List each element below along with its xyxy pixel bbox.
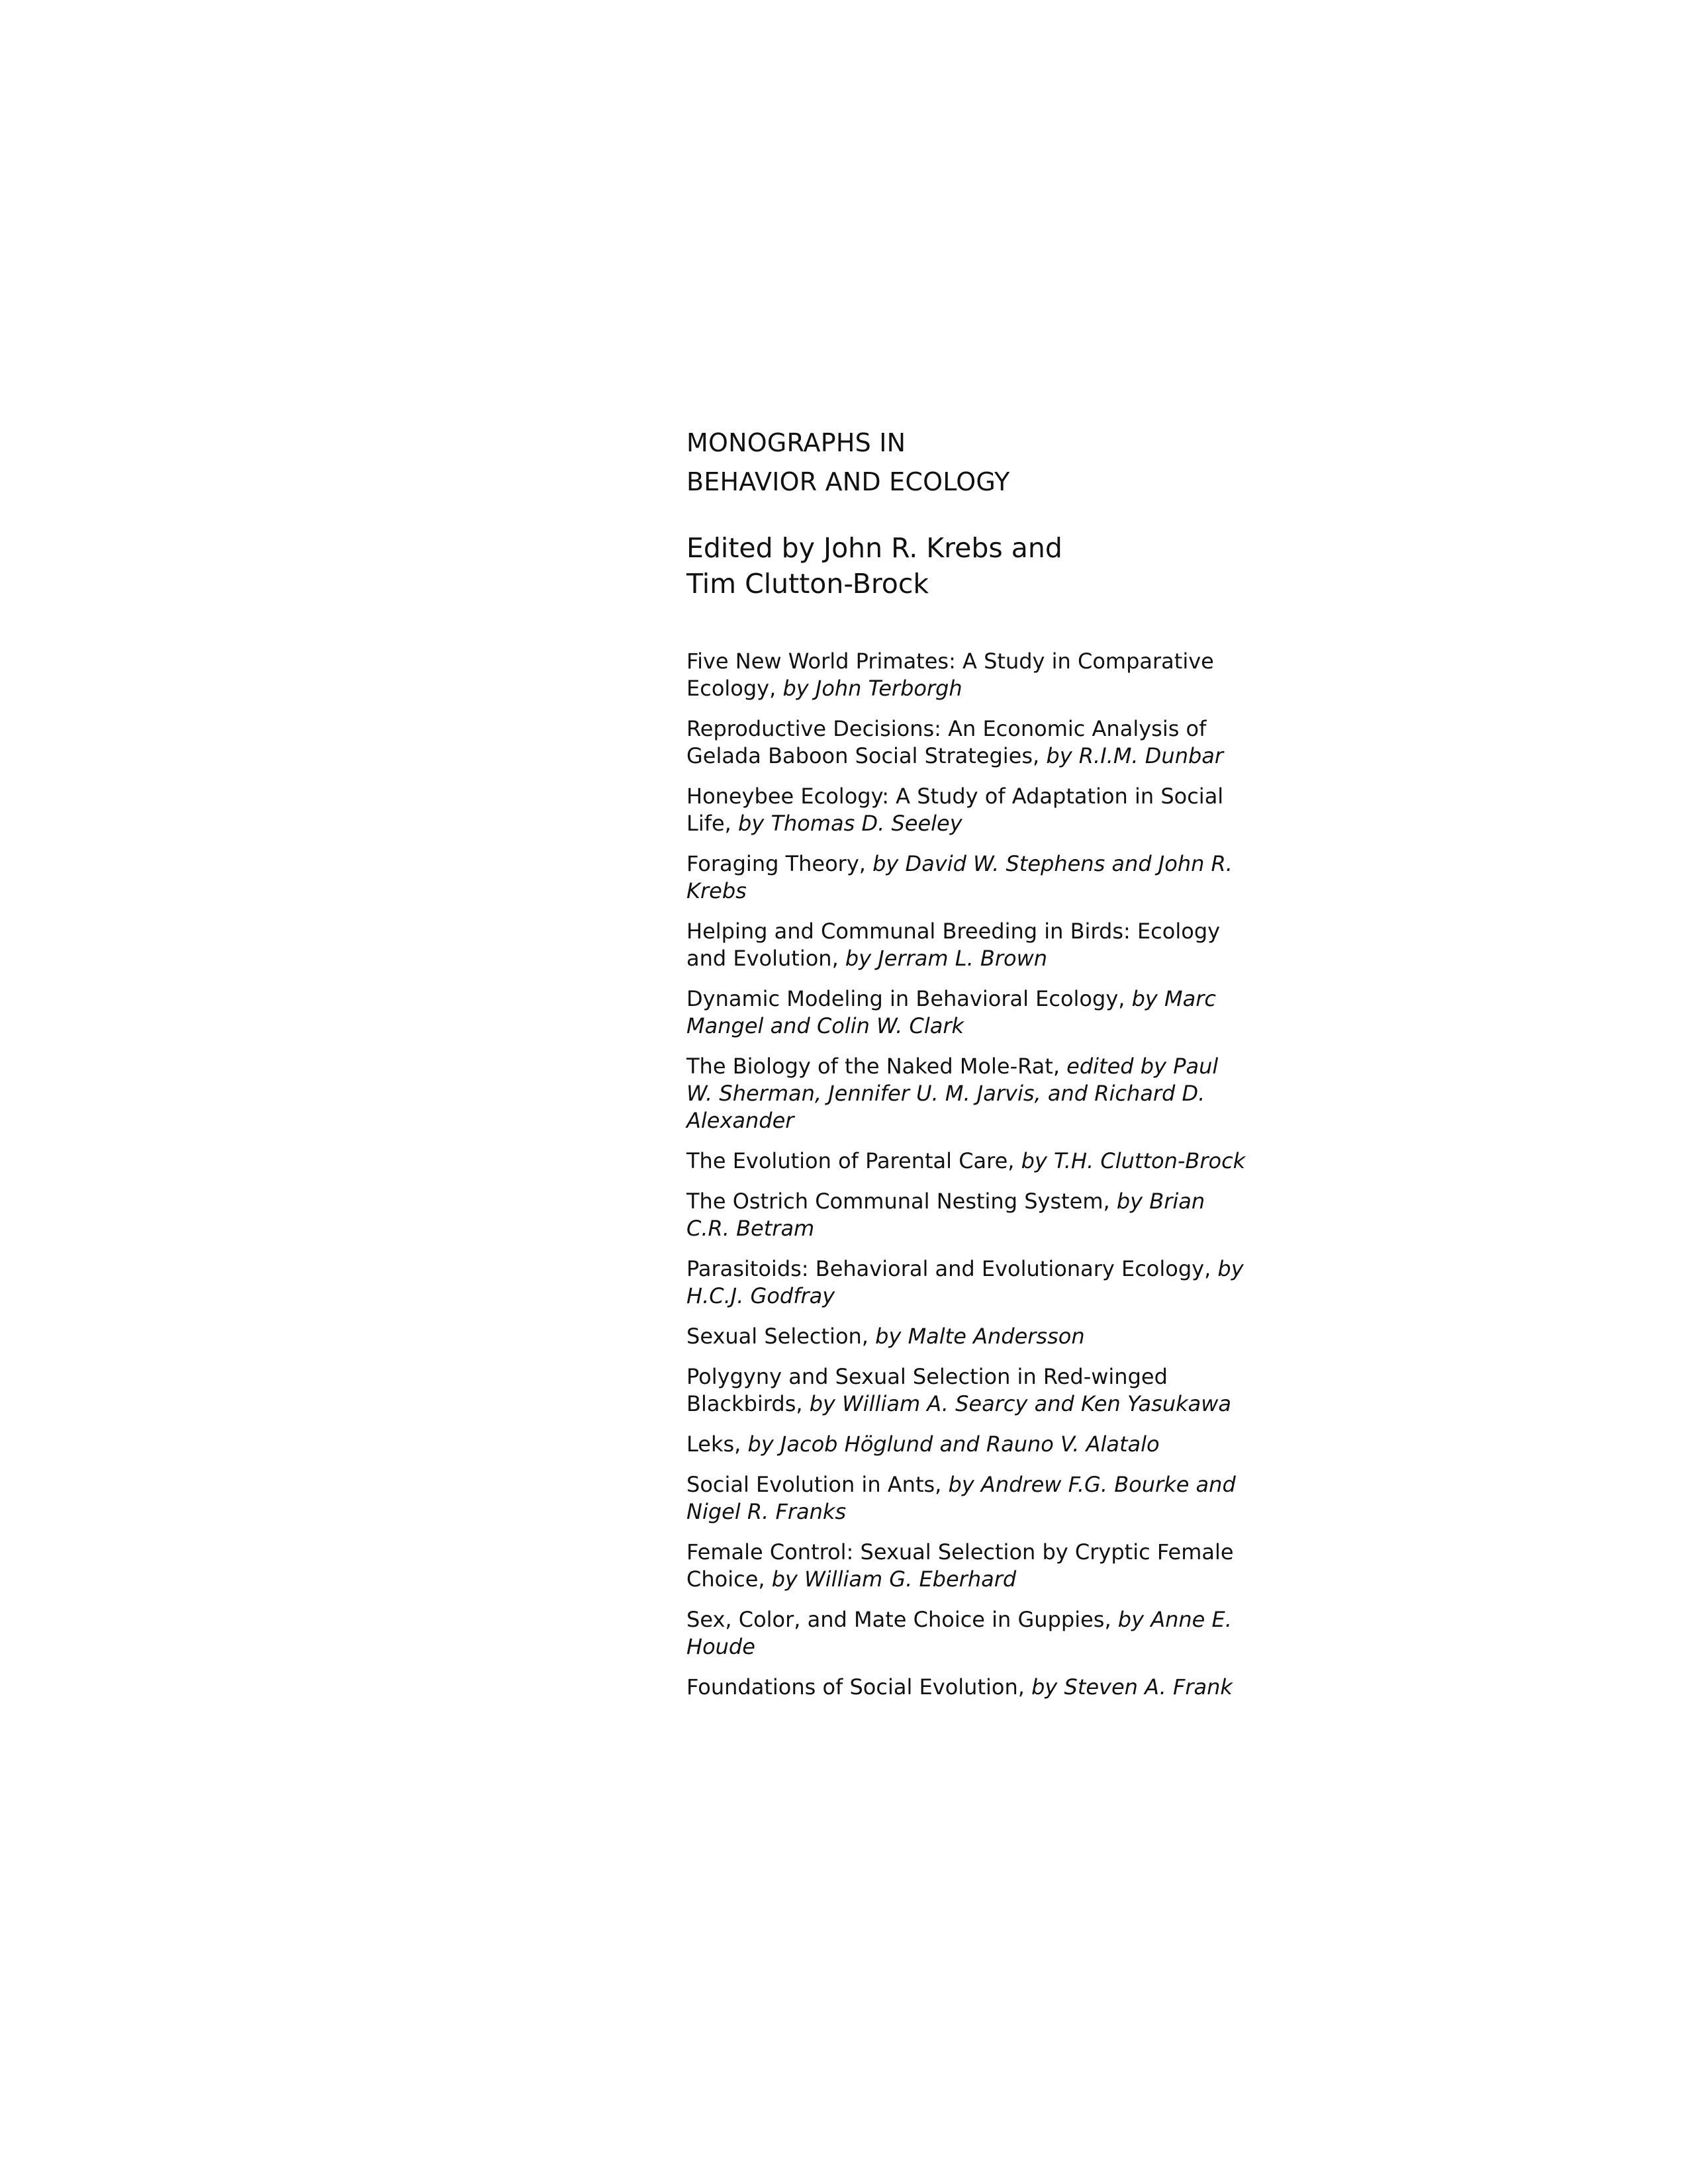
series-title-line-2: BEHAVIOR AND ECOLOGY xyxy=(686,467,1010,496)
book-entry xyxy=(686,1323,1249,1350)
book-title: Dynamic Modeling in Behavioral Ecology, xyxy=(686,986,1125,1011)
book-entry xyxy=(686,1674,1249,1701)
book-author: by T.H. Clutton-Brock xyxy=(1021,1148,1246,1173)
book-title: Helping and Communal Breeding in Birds: Ecology and Evolution, xyxy=(686,919,1221,971)
book-entry xyxy=(686,1188,1249,1242)
book-title: Parasitoids: Behavioral and Evolutionary Ecology, xyxy=(686,1256,1211,1281)
series-title xyxy=(686,424,1249,502)
series-page-block xyxy=(686,424,1249,1714)
book-title: Sex, Color, and Mate Choice in Guppies, xyxy=(686,1607,1111,1632)
book-title: Leks, xyxy=(686,1432,741,1457)
book-author: by Anne E. Houde xyxy=(686,1607,1232,1659)
book-entry xyxy=(686,1539,1249,1593)
book-list xyxy=(686,648,1249,1701)
book-entry xyxy=(686,1053,1249,1134)
book-title: Foraging Theory, xyxy=(686,851,866,876)
book-entry xyxy=(686,1148,1249,1175)
book-entry xyxy=(686,1431,1249,1458)
book-entry xyxy=(686,918,1249,972)
book-title: The Evolution of Parental Care, xyxy=(686,1148,1015,1173)
book-title: Social Evolution in Ants, xyxy=(686,1472,942,1497)
book-title: The Ostrich Communal Nesting System, xyxy=(686,1189,1110,1214)
book-author: by Steven A. Frank xyxy=(1031,1674,1233,1700)
book-entry xyxy=(686,715,1249,770)
book-entry xyxy=(686,1471,1249,1525)
book-author: by William G. Eberhard xyxy=(771,1567,1017,1592)
book-title: Honeybee Ecology: A Study of Adaptation in Social Life, xyxy=(686,784,1224,836)
book-author: by Malte Andersson xyxy=(875,1324,1085,1349)
book-entry xyxy=(686,1363,1249,1418)
editors-line-2: Tim Clutton-Brock xyxy=(686,568,929,600)
book-title: Reproductive Decisions: An Economic Analysis of Gelada Baboon Social Strategies, xyxy=(686,716,1207,768)
book-title: The Biology of the Naked Mole-Rat, xyxy=(686,1054,1060,1079)
book-title: Female Control: Sexual Selection by Cryptic Female Choice, xyxy=(686,1539,1234,1592)
book-author: edited by Paul W. Sherman, Jennifer U. M. Jarvis, and Richard D. Alexander xyxy=(686,1054,1219,1133)
book-author: by William A. Searcy and Ken Yasukawa xyxy=(809,1391,1232,1416)
series-editors xyxy=(686,530,1249,602)
book-author: by Thomas D. Seeley xyxy=(738,811,962,836)
book-author: by Andrew F.G. Bourke and Nigel R. Franks xyxy=(686,1472,1236,1524)
book-author: by David W. Stephens and John R. Krebs xyxy=(686,851,1233,903)
book-author: by John Terborgh xyxy=(782,676,962,701)
book-entry xyxy=(686,1606,1249,1661)
book-entry xyxy=(686,648,1249,702)
series-title-line-1: MONOGRAPHS IN xyxy=(686,428,906,457)
book-author: by Jerram L. Brown xyxy=(845,946,1048,971)
book-author: by R.I.M. Dunbar xyxy=(1046,743,1224,768)
book-entry xyxy=(686,1255,1249,1310)
book-title: Polygyny and Sexual Selection in Red-winged Blackbirds, xyxy=(686,1364,1168,1416)
book-title: Five New World Primates: A Study in Comparative Ecology, xyxy=(686,649,1214,701)
book-entry xyxy=(686,783,1249,837)
book-author: by H.C.J. Godfray xyxy=(686,1256,1244,1308)
book-author: by Marc Mangel and Colin W. Clark xyxy=(686,986,1216,1038)
book-author: by Jacob Höglund and Rauno V. Alatalo xyxy=(747,1432,1160,1457)
book-author: by Brian C.R. Betram xyxy=(686,1189,1205,1241)
editors-line-1: Edited by John R. Krebs and xyxy=(686,532,1062,564)
book-title: Sexual Selection, xyxy=(686,1324,868,1349)
book-title: Foundations of Social Evolution, xyxy=(686,1674,1025,1700)
book-entry xyxy=(686,985,1249,1040)
book-entry xyxy=(686,850,1249,905)
